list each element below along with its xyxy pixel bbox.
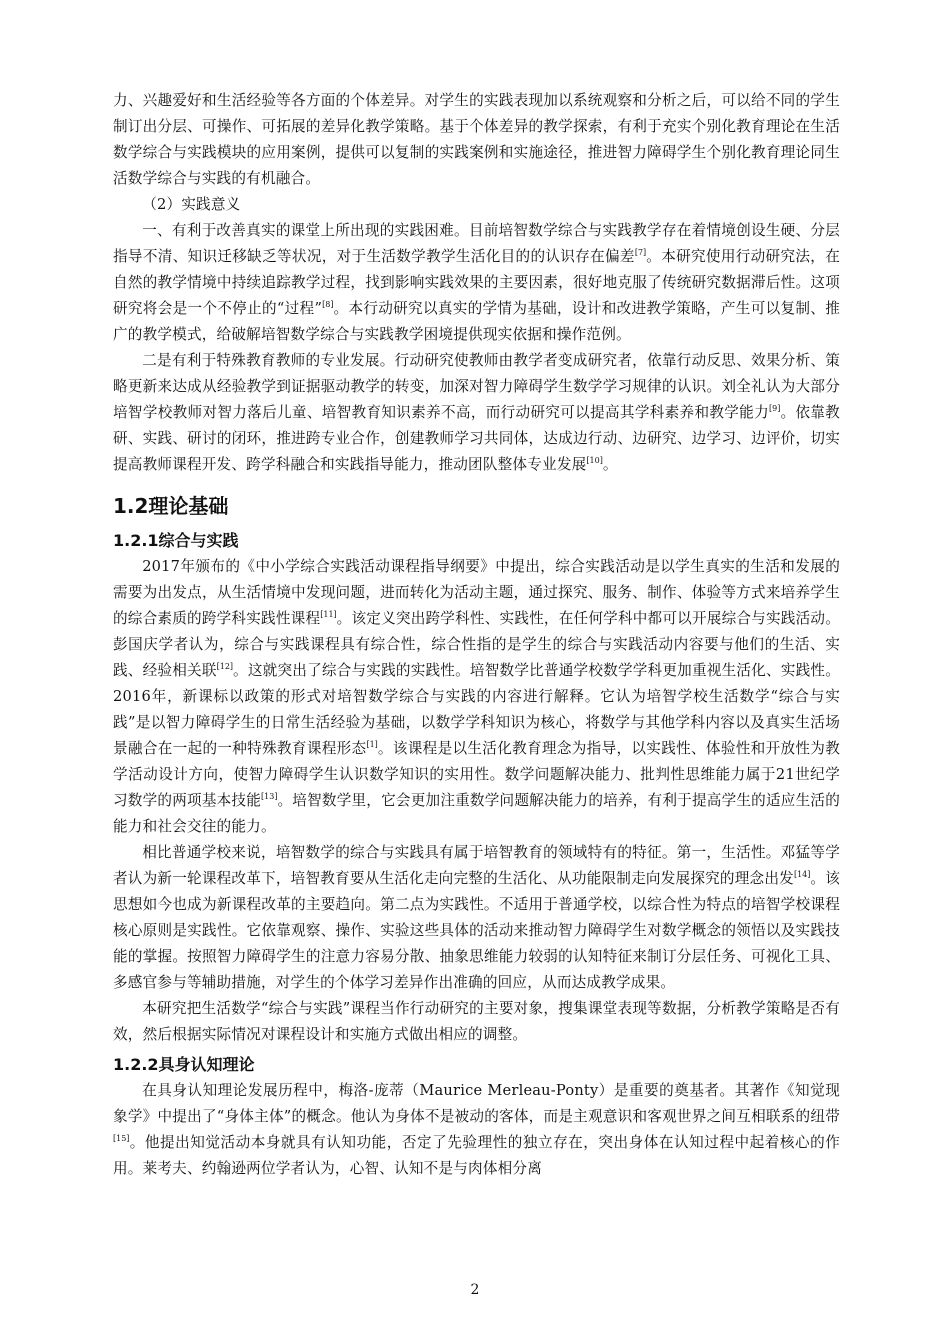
paragraph-practice-1: 一、有利于改善真实的课堂上所出现的实践困难。目前培智数学综合与实践教学存在着情境创设生硬、分层指导不清、知识迁移缺乏等状况，对于生活数学教学生活化目的的认识存在偏差[7]。本研究使用行动研究法，在自然的教学情境中持续追踪教学过程，找到影响实践效果的主要因素，很好地克服了传统研究数据滞后性。这项研究将会是一个不停止的“过程”[8]。本行动研究以真实的学情为基础，设计和改进教学策略，产生可以复制、推广的教学模式，给破解培智数学综合与实践教学困境提供现实依据和操作范例。: [113, 222, 840, 343]
citation: [8]: [322, 300, 334, 309]
paragraph-integration-2: 相比普通学校来说，培智数学的综合与实践具有属于培智教育的领域特有的特征。第一，生活性。邓猛等学者认为新一轮课程改革下，培智教育要从生活化走向完整的生活化、从功能限制走向发展探究的理念出发[14]。该思想如今也成为新课程改革的主要趋向。第二点为实践性。不适用于普通学校，以综合性为特点的培智学校课程核心原则是实践性。它依靠观察、操作、实验这些具体的活动来推动智力障碍学生对数学概念的领悟以及实践技能的掌握。按照智力障碍学生的注意力容易分散、抽象思维能力较弱的认知特征来制订分层任务、可视化工具、多感官参与等辅助措施，对学生的个体学习差异作出准确的回应，从而达成教学成果。: [113, 844, 840, 991]
section-heading-theory: 1.2理论基础: [113, 494, 229, 518]
paragraph-integration-3: 本研究把生活数学“综合与实践”课程当作行动研究的主要对象，搜集课堂表现等数据，分析教学策略是否有效，然后根据实际情况对课程设计和实施方式做出相应的调整。: [113, 1000, 840, 1043]
citation: [1]: [366, 740, 378, 749]
paragraph-embodied-1: 在具身认知理论发展历程中，梅洛-庞蒂（Maurice Merleau-Ponty）是重要的奠基者。其著作《知觉现象学》中提出了“身体主体”的概念。他认为身体不是被动的客体，而是主观意识和客观世界之间互相联系的纽带[15]。他提出知觉活动本身就具有认知功能，否定了先验理性的独立存在，突出身体在认知过程中起着核心的作用。莱考夫、约翰逊两位学者认为，心智、认知不是与肉体相分离: [113, 1082, 840, 1177]
citation: [10]: [586, 456, 603, 465]
paragraph-practice-2: 二是有利于特殊教育教师的专业发展。行动研究使教师由教学者变成研究者，依靠行动反思、效果分析、策略更新来达成从经验教学到证据驱动教学的转变，加深对智力障碍学生数学学习规律的认识。刘全礼认为大部分培智学校教师对智力落后儿童、培智教育知识素养不高，而行动研究可以提高其学科素养和教学能力[9]。依靠教研、实践、研讨的闭环，推进跨专业合作，创建教师学习共同体，达成边行动、边研究、边学习、边评价，切实提高教师课程开发、跨学科融合和实践指导能力，推动团队整体专业发展[10]。: [113, 352, 840, 473]
paragraph-intro: 力、兴趣爱好和生活经验等各方面的个体差异。对学生的实践表现加以系统观察和分析之后，可以给不同的学生制订出分层、可操作、可拓展的差异化教学策略。基于个体差异的教学探索，有利于充实个别化教育理论在生活数学综合与实践模块的应用案例，提供可以复制的实践案例和实施途径，推进智力障碍学生个别化教育理论同生活数学综合与实践的有机融合。: [113, 92, 840, 187]
citation: [14]: [793, 870, 811, 879]
page-number: 2: [470, 1282, 480, 1298]
citation: [13]: [261, 792, 278, 801]
citation: [7]: [634, 248, 647, 257]
citation: [12]: [216, 662, 234, 671]
citation: [11]: [320, 610, 337, 619]
subsection-heading-embodied-cognition: 1.2.2具身认知理论: [113, 1055, 255, 1074]
paragraph-integration-1: 2017年颁布的《中小学综合实践活动课程指导纲要》中提出，综合实践活动是以学生真实的生活和发展的需要为出发点，从生活情境中发现问题，进而转化为活动主题，通过探究、服务、制作、体验等方式来培养学生的综合素质的跨学科实践性课程[11]。该定义突出跨学科性、实践性，在任何学科中都可以开展综合与实践活动。彭国庆学者认为，综合与实践课程具有综合性，综合性指的是学生的综合与实践活动内容要与他们的生活、实践、经验相关联[12]。这就突出了综合与实践的实践性。培智数学比普通学校数学学科更加重视生活化、实践性。2016年，新课标以政策的形式对培智数学综合与实践的内容进行解释。它认为培智学校生活数学“综合与实践”是以智力障碍学生的日常生活经验为基础，以数学学科知识为核心，将数学与其他学科内容以及真实生活场景融合在一起的一种特殊教育课程形态[1]。该课程是以生活化教育理念为指导，以实践性、体验性和开放性为教学活动设计方向，使智力障碍学生认识数学知识的实用性。数学问题解决能力、批判性思维能力属于21世纪学习数学的两项基本技能[13]。培智数学里，它会更加注重数学问题解决能力的培养，有利于提高学生的适应生活的能力和社会交往的能力。: [113, 558, 841, 835]
citation: [15]: [113, 1134, 130, 1143]
citation: [9]: [769, 404, 781, 413]
subsection-heading-integration-practice: 1.2.1综合与实践: [113, 531, 239, 550]
subheading-practice-significance: （2）实践意义: [142, 196, 241, 213]
